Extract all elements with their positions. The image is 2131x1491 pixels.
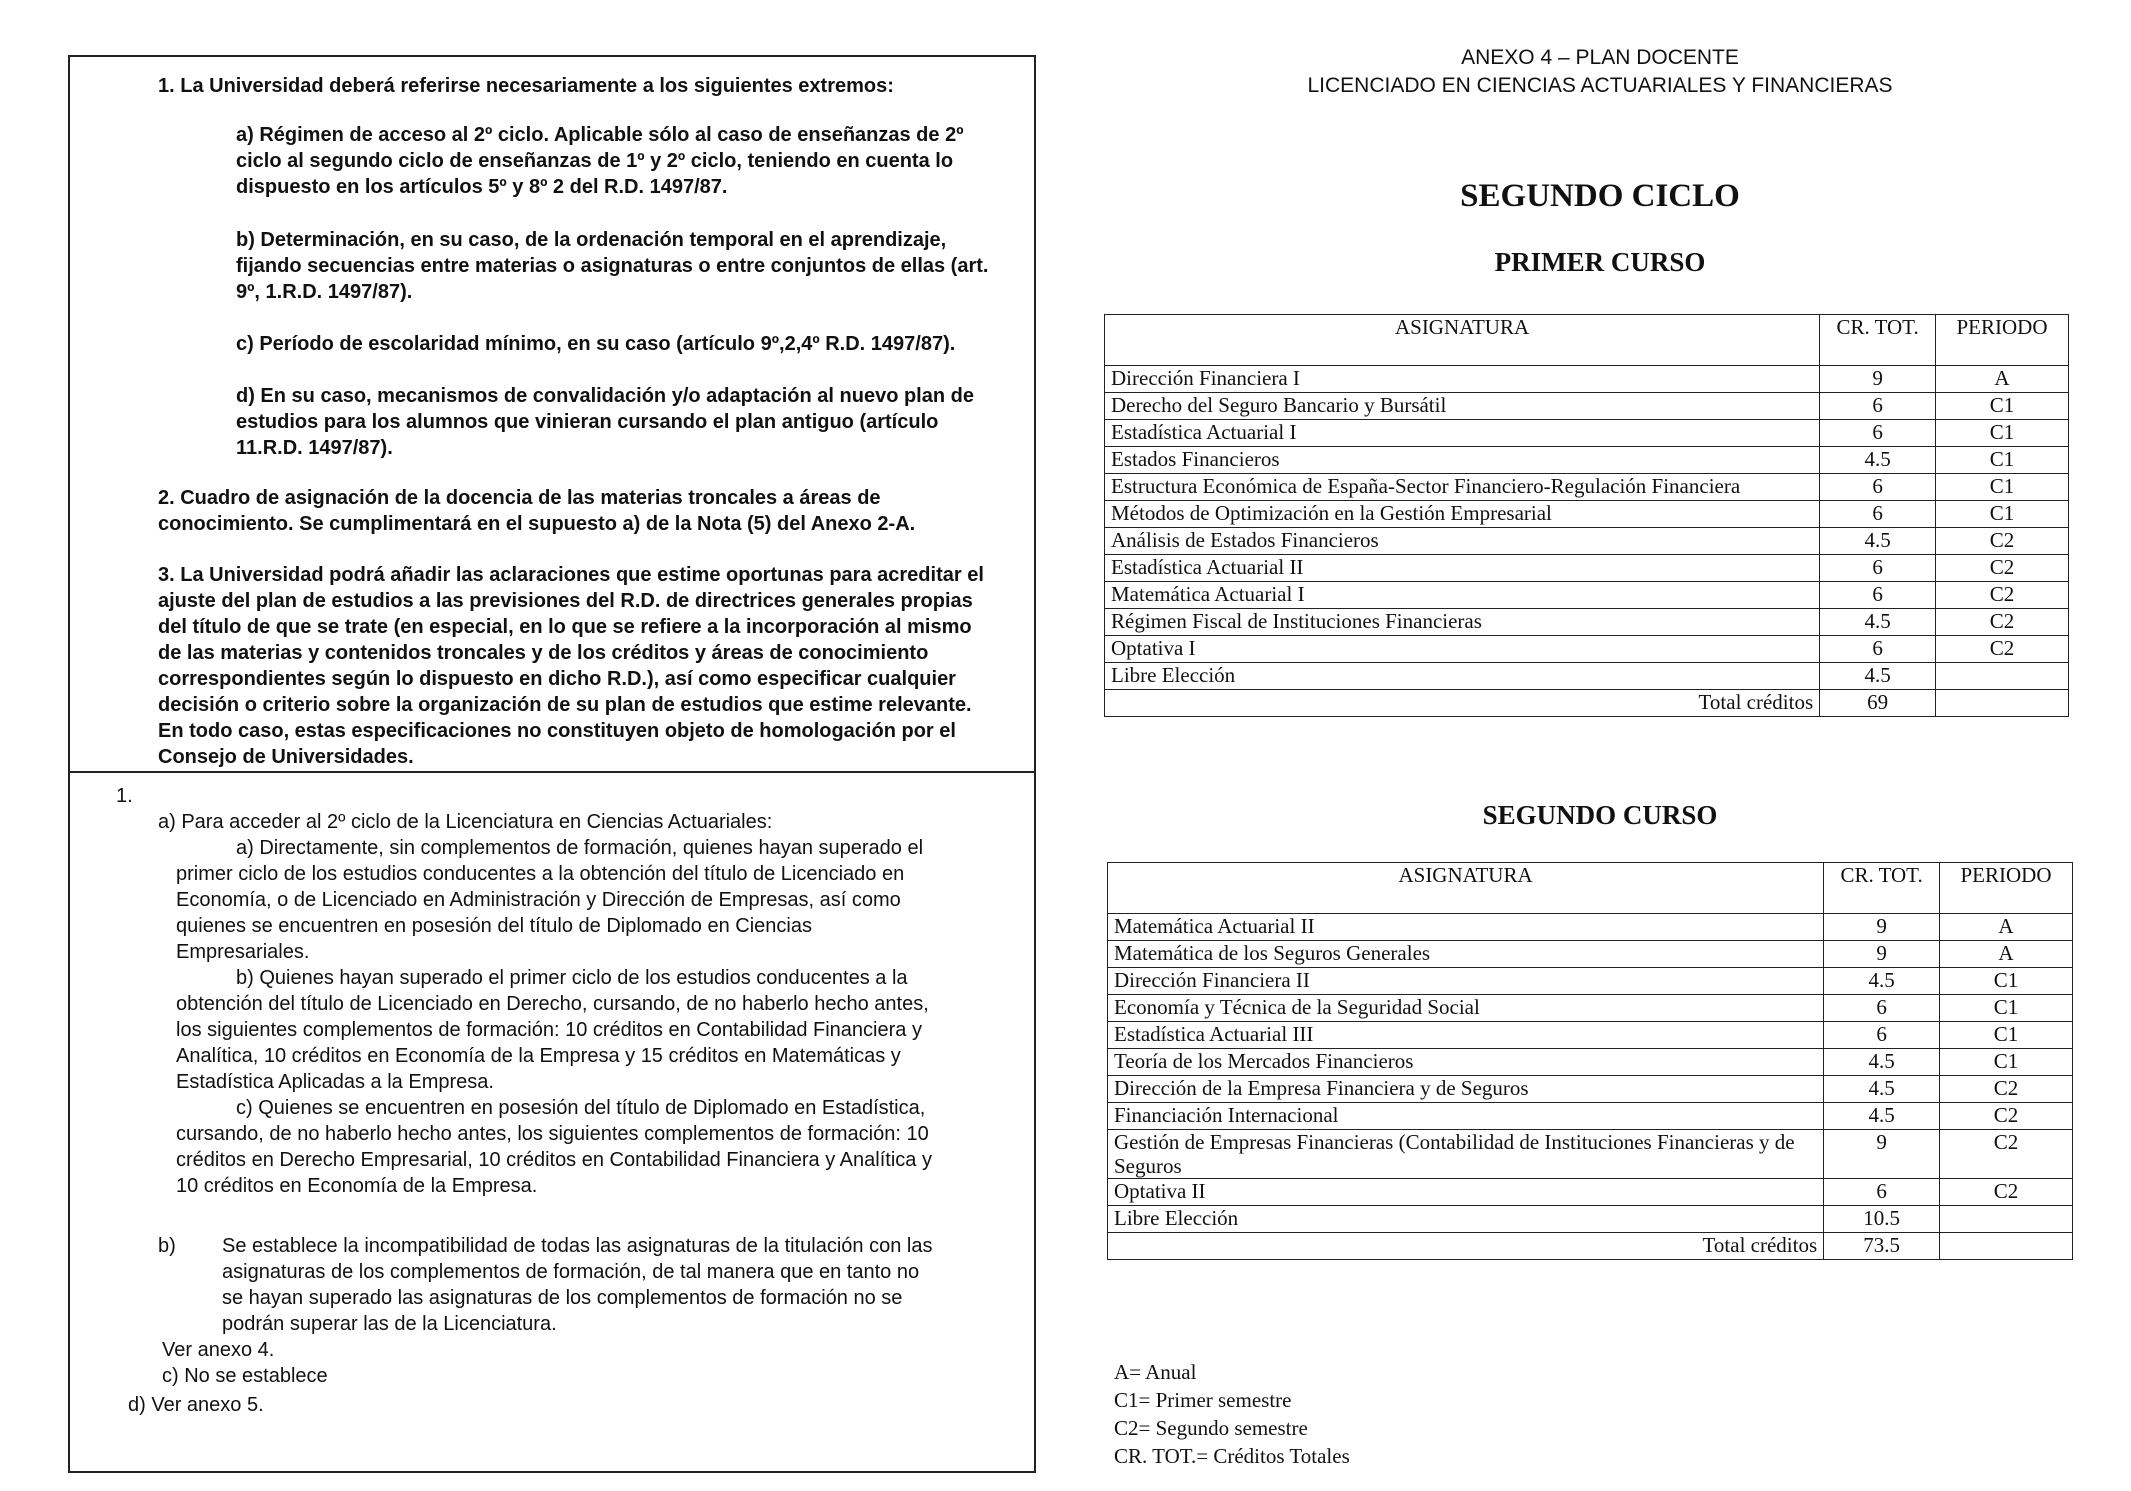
instruction-line: del título de que se trate (en especial, en lo que se refiere a la incorporación al mismo <box>158 616 972 638</box>
period-cell <box>1936 663 2069 690</box>
period-cell: C1 <box>1940 1049 2073 1076</box>
period-header: PERIODO <box>1940 863 2073 914</box>
answer-c: c) No se establece <box>162 1365 328 1387</box>
table-row <box>1105 366 2069 393</box>
table-row <box>1108 1206 2073 1233</box>
credits-cell: 6 <box>1824 1022 1940 1049</box>
degree-title: LICENCIADO EN CIENCIAS ACTUARIALES Y FINANCIERAS <box>1307 74 1893 97</box>
subject-cell: Estructura Económica de España-Sector Financiero-Regulación Financiera <box>1105 474 1820 501</box>
answer-line: los siguientes complementos de formación: 10 créditos en Contabilidad Financiera y <box>176 1019 922 1041</box>
answer-line: b) Quienes hayan superado el primer ciclo de los estudios conducentes a la <box>236 967 908 989</box>
instruction-line: conocimiento. Se cumplimentará en el supuesto a) de la Nota (5) del Anexo 2-A. <box>158 513 916 535</box>
table-row <box>1108 1103 2073 1130</box>
credits-cell: 9 <box>1824 914 1940 941</box>
answer-line: se hayan superado las asignaturas de los complementos de formación no se <box>222 1287 903 1309</box>
instruction-line: 9º, 1.R.D. 1497/87). <box>236 281 413 303</box>
subject-cell: Gestión de Empresas Financieras (Contabilidad de Instituciones Financieras y de Seguros <box>1108 1130 1824 1179</box>
instruction-line: correspondientes según lo dispuesto en dicho R.D.), así como especificar cualquier <box>158 668 956 690</box>
table-row <box>1105 420 2069 447</box>
instructions-section <box>70 57 1034 773</box>
subject-cell: Matemática de los Seguros Generales <box>1108 941 1824 968</box>
subject-cell: Dirección Financiera I <box>1105 366 1820 393</box>
credits-cell: 6 <box>1820 393 1936 420</box>
table-row <box>1108 1130 2073 1179</box>
instruction-line: 3. La Universidad podrá añadir las aclaraciones que estime oportunas para acreditar el <box>158 564 984 586</box>
instruction-line: En todo caso, estas especificaciones no constituyen objeto de homologación por el <box>158 720 956 742</box>
answer-line: podrán superar las de la Licenciatura. <box>222 1313 557 1335</box>
subject-cell: Estadística Actuarial II <box>1105 555 1820 582</box>
period-cell: C2 <box>1936 582 2069 609</box>
instruction-line: c) Período de escolaridad mínimo, en su caso (artículo 9º,2,4º R.D. 1497/87). <box>236 333 956 355</box>
first-course-table <box>1104 314 2069 717</box>
credits-cell: 6 <box>1820 636 1936 663</box>
credits-cell: 4.5 <box>1820 528 1936 555</box>
period-cell: C1 <box>1940 1022 2073 1049</box>
table-header-row <box>1108 863 2073 914</box>
credits-cell: 9 <box>1824 941 1940 968</box>
table-row <box>1105 609 2069 636</box>
total-label: Total créditos <box>1108 1233 1824 1260</box>
subject-cell: Libre Elección <box>1105 663 1820 690</box>
subject-cell: Optativa II <box>1108 1179 1824 1206</box>
subject-cell: Libre Elección <box>1108 1206 1824 1233</box>
instruction-line: b) Determinación, en su caso, de la ordenación temporal en el aprendizaje, <box>236 229 947 251</box>
period-cell: A <box>1940 941 2073 968</box>
instruction-line: ajuste del plan de estudios a las previsiones del R.D. de directrices generales propias <box>158 590 973 612</box>
table-row <box>1105 474 2069 501</box>
answer-line: primer ciclo de los estudios conducentes a la obtención del título de Licenciado en <box>176 863 905 885</box>
credits-cell: 6 <box>1820 501 1936 528</box>
period-cell: C1 <box>1936 474 2069 501</box>
instruction-line: ciclo al segundo ciclo de enseñanzas de 1º y 2º ciclo, teniendo en cuenta lo <box>236 150 954 172</box>
table-row <box>1105 447 2069 474</box>
table-header-row <box>1105 315 2069 366</box>
credits-cell: 6 <box>1820 582 1936 609</box>
answer-line: asignaturas de los complementos de formación, de tal manera que en tanto no <box>222 1261 920 1283</box>
period-cell: C1 <box>1936 420 2069 447</box>
table-row <box>1105 501 2069 528</box>
credits-cell: 6 <box>1820 474 1936 501</box>
table-row <box>1108 1049 2073 1076</box>
legend-item: A= Anual <box>1114 1360 1197 1384</box>
credits-cell: 10.5 <box>1824 1206 1940 1233</box>
answer-line: Empresariales. <box>176 941 310 963</box>
credits-cell: 4.5 <box>1824 1049 1940 1076</box>
answer-number: 1. <box>116 785 133 807</box>
subject-cell: Estadística Actuarial III <box>1108 1022 1824 1049</box>
instruction-line: fijando secuencias entre materias o asignaturas o entre conjuntos de ellas (art. <box>236 255 989 277</box>
instruction-line: 2. Cuadro de asignación de la docencia de las materias troncales a áreas de <box>158 487 881 509</box>
second-course-table <box>1107 862 2073 1260</box>
table-row <box>1108 914 2073 941</box>
credits-cell: 9 <box>1820 366 1936 393</box>
instruction-line: dispuesto en los artículos 5º y 8º 2 del R.D. 1497/87. <box>236 176 728 198</box>
answer-line: quienes se encuentren en posesión del título de Diplomado en Ciencias <box>176 915 812 937</box>
legend-item: C2= Segundo semestre <box>1114 1416 1308 1440</box>
instruction-line: estudios para los alumnos que vinieran cursando el plan antiguo (artículo <box>236 411 939 433</box>
answer-line: cursando, de no haberlo hecho antes, los siguientes complementos de formación: 10 <box>176 1123 929 1145</box>
credits-cell: 4.5 <box>1820 663 1936 690</box>
subject-cell: Métodos de Optimización en la Gestión Empresarial <box>1105 501 1820 528</box>
answer-see-annex-4: Ver anexo 4. <box>162 1339 275 1361</box>
instruction-line: de las materias y contenidos troncales y de los créditos y áreas de conocimiento <box>158 642 929 664</box>
subject-cell: Matemática Actuarial II <box>1108 914 1824 941</box>
period-cell: A <box>1936 366 2069 393</box>
period-cell: C2 <box>1940 1130 2073 1179</box>
period-cell: C2 <box>1936 636 2069 663</box>
credits-header: CR. TOT. <box>1824 863 1940 914</box>
table-row <box>1108 1179 2073 1206</box>
credits-cell: 6 <box>1824 995 1940 1022</box>
table-row <box>1105 636 2069 663</box>
period-cell: C2 <box>1936 609 2069 636</box>
period-cell <box>1940 1206 2073 1233</box>
answer-line: créditos en Derecho Empresarial, 10 créditos en Contabilidad Financiera y Analítica y <box>176 1149 932 1171</box>
period-cell: C1 <box>1936 393 2069 420</box>
credits-cell: 6 <box>1824 1179 1940 1206</box>
answer-b-label: b) <box>158 1235 176 1257</box>
subject-cell: Optativa I <box>1105 636 1820 663</box>
total-row <box>1108 1233 2073 1260</box>
credits-cell: 4.5 <box>1824 1076 1940 1103</box>
credits-cell: 4.5 <box>1820 609 1936 636</box>
total-period-empty <box>1940 1233 2073 1260</box>
subject-cell: Matemática Actuarial I <box>1105 582 1820 609</box>
credits-cell: 4.5 <box>1824 1103 1940 1130</box>
subject-header: ASIGNATURA <box>1105 315 1820 366</box>
period-cell: C2 <box>1940 1179 2073 1206</box>
answer-line: c) Quienes se encuentren en posesión del título de Diplomado en Estadística, <box>236 1097 926 1119</box>
subject-cell: Economía y Técnica de la Seguridad Social <box>1108 995 1824 1022</box>
notes-frame <box>68 55 1036 1473</box>
subject-cell: Análisis de Estados Financieros <box>1105 528 1820 555</box>
subject-cell: Teoría de los Mercados Financieros <box>1108 1049 1824 1076</box>
answer-line: Estadística Aplicadas a la Empresa. <box>176 1071 494 1093</box>
instruction-line: decisión o criterio sobre la organización de su plan de estudios que estime relevante. <box>158 694 972 716</box>
period-cell: C2 <box>1936 528 2069 555</box>
credits-cell: 6 <box>1820 420 1936 447</box>
subject-cell: Dirección de la Empresa Financiera y de Seguros <box>1108 1076 1824 1103</box>
subject-header: ASIGNATURA <box>1108 863 1824 914</box>
period-cell: C2 <box>1940 1076 2073 1103</box>
answer-a-heading: a) Para acceder al 2º ciclo de la Licenciatura en Ciencias Actuariales: <box>158 811 773 833</box>
total-row <box>1105 690 2069 717</box>
instruction-line: Consejo de Universidades. <box>158 746 414 768</box>
table-row <box>1108 968 2073 995</box>
subject-cell: Dirección Financiera II <box>1108 968 1824 995</box>
table-row <box>1105 528 2069 555</box>
answer-line: Economía, o de Licenciado en Administración y Dirección de Empresas, así como <box>176 889 901 911</box>
subject-cell: Estados Financieros <box>1105 447 1820 474</box>
period-cell: C1 <box>1936 447 2069 474</box>
credits-cell: 4.5 <box>1820 447 1936 474</box>
subject-cell: Derecho del Seguro Bancario y Bursátil <box>1105 393 1820 420</box>
table-row <box>1105 555 2069 582</box>
second-course-heading: SEGUNDO CURSO <box>1482 800 1718 830</box>
answer-d: d) Ver anexo 5. <box>128 1394 264 1416</box>
annex-title: ANEXO 4 – PLAN DOCENTE <box>1461 46 1739 69</box>
legend-item: CR. TOT.= Créditos Totales <box>1114 1444 1350 1468</box>
period-cell: C2 <box>1936 555 2069 582</box>
legend-item: C1= Primer semestre <box>1114 1388 1292 1412</box>
instruction-line: a) Régimen de acceso al 2º ciclo. Aplicable sólo al caso de enseñanzas de 2º <box>236 124 964 146</box>
period-header: PERIODO <box>1936 315 2069 366</box>
legend <box>1114 1358 1350 1470</box>
period-cell: C1 <box>1936 501 2069 528</box>
subject-cell: Régimen Fiscal de Instituciones Financieras <box>1105 609 1820 636</box>
instruction-line: d) En su caso, mecanismos de convalidación y/o adaptación al nuevo plan de <box>236 385 974 407</box>
table-row <box>1105 582 2069 609</box>
credits-cell: 6 <box>1820 555 1936 582</box>
answers-section <box>70 773 1034 1471</box>
table-row <box>1108 1022 2073 1049</box>
credits-cell: 4.5 <box>1824 968 1940 995</box>
period-cell: C1 <box>1940 968 2073 995</box>
total-period-empty <box>1936 690 2069 717</box>
table-row <box>1105 663 2069 690</box>
instruction-1: 1. La Universidad deberá referirse necesariamente a los siguientes extremos: <box>158 75 894 97</box>
period-cell: C2 <box>1940 1103 2073 1130</box>
period-cell: A <box>1940 914 2073 941</box>
period-cell: C1 <box>1940 995 2073 1022</box>
instruction-line: 11.R.D. 1497/87). <box>236 437 393 459</box>
table-row <box>1108 995 2073 1022</box>
table-row <box>1105 393 2069 420</box>
credits-header: CR. TOT. <box>1820 315 1936 366</box>
answer-line: a) Directamente, sin complementos de formación, quienes hayan superado el <box>236 837 924 859</box>
table-row <box>1108 941 2073 968</box>
cycle-heading: SEGUNDO CICLO <box>1460 178 1740 214</box>
first-course-heading: PRIMER CURSO <box>1494 247 1706 277</box>
subject-cell: Financiación Internacional <box>1108 1103 1824 1130</box>
answer-line: Se establece la incompatibilidad de todas las asignaturas de la titulación con las <box>222 1235 933 1257</box>
answer-line: 10 créditos en Economía de la Empresa. <box>176 1175 538 1197</box>
answer-line: obtención del título de Licenciado en Derecho, cursando, de no haberlo hecho antes, <box>176 993 929 1015</box>
answer-line: Analítica, 10 créditos en Economía de la Empresa y 15 créditos en Matemáticas y <box>176 1045 901 1067</box>
credits-cell: 9 <box>1824 1130 1940 1179</box>
subject-cell: Estadística Actuarial I <box>1105 420 1820 447</box>
total-value: 69 <box>1820 690 1936 717</box>
total-value: 73.5 <box>1824 1233 1940 1260</box>
table-row <box>1108 1076 2073 1103</box>
total-label: Total créditos <box>1105 690 1820 717</box>
